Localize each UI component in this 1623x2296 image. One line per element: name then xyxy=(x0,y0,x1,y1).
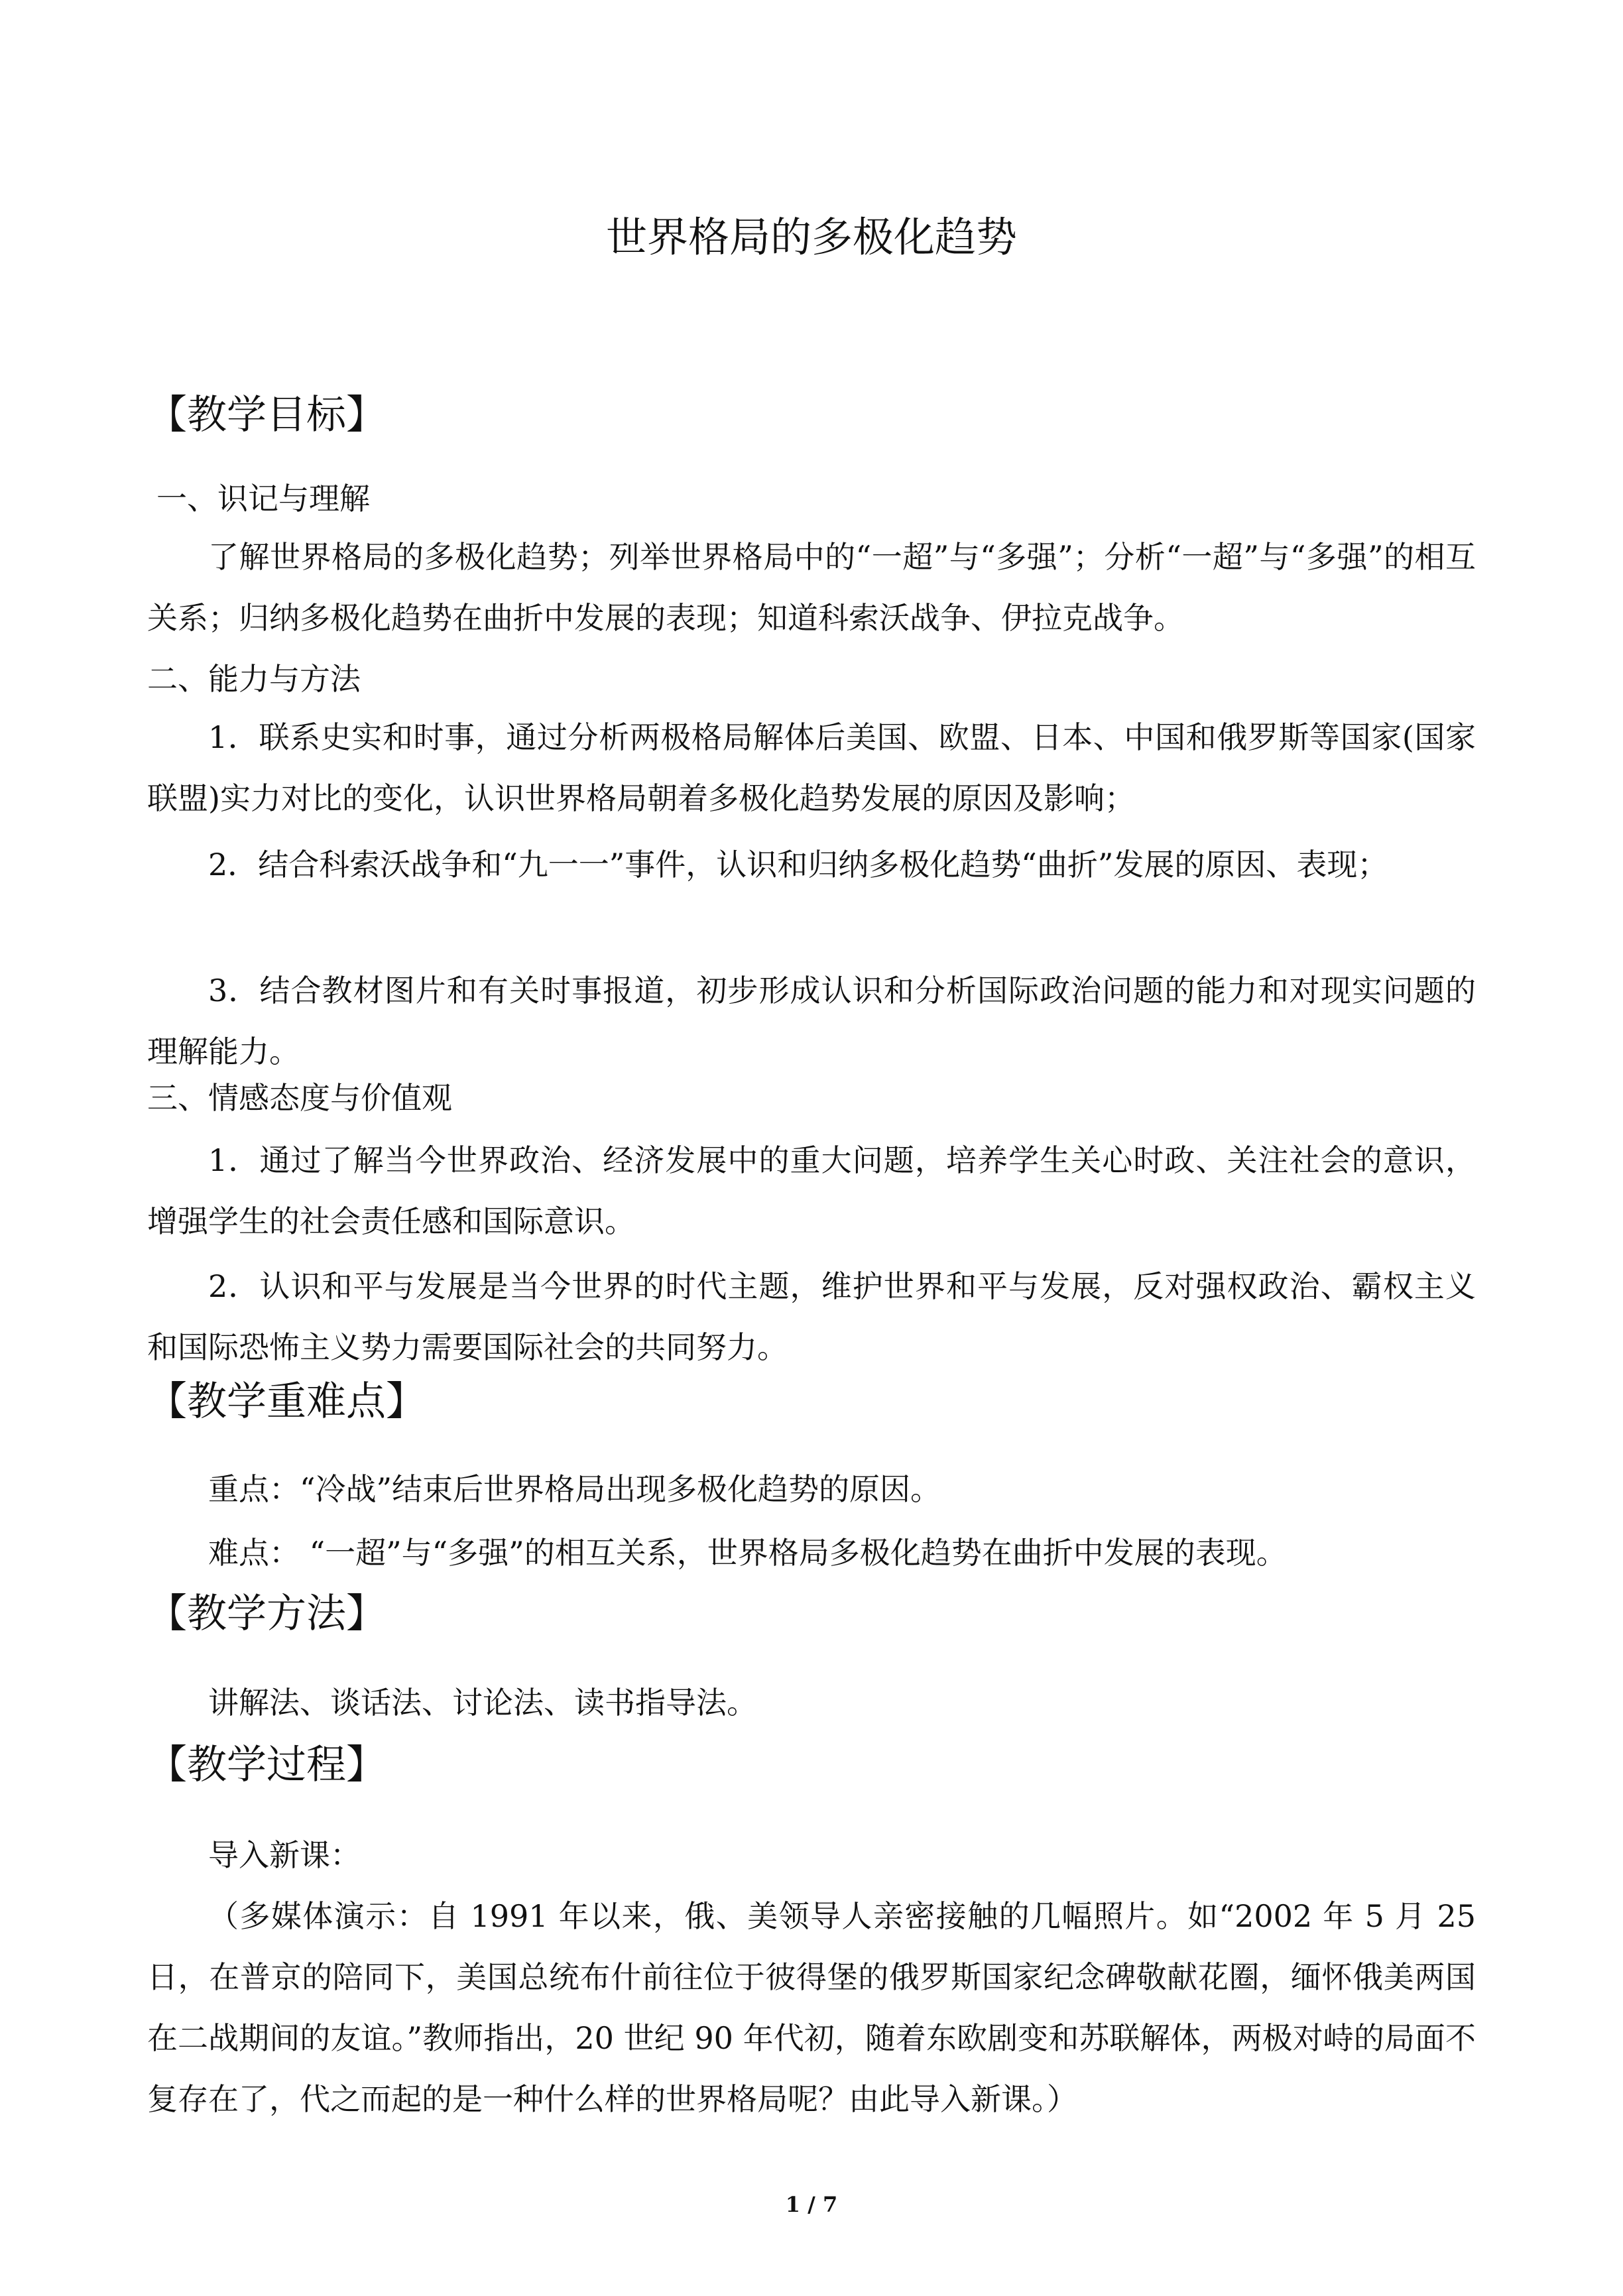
subheading-ability: 二、能力与方法 xyxy=(147,661,361,697)
paragraph-key-point: 重点：“冷战”结束后世界格局出现多极化趋势的原因。 xyxy=(208,1471,941,1507)
section-heading-methods: 【教学方法】 xyxy=(147,1591,386,1637)
paragraph-difficult-point: 难点： “一超”与“多强”的相互关系，世界格局多极化趋势在曲折中发展的表现。 xyxy=(208,1535,1287,1571)
paragraph-values-2: 2．认识和平与发展是当今世界的时代主题，维护世界和平与发展，反对强权政治、霸权主义和国际恐怖主义势力需要国际社会的共同努力。 xyxy=(147,1268,1476,1365)
subheading-knowledge: 一、识记与理解 xyxy=(156,481,370,516)
paragraph-knowledge: 了解世界格局的多极化趋势；列举世界格局中的“一超”与“多强”；分析“一超”与“多强”的相互关系；归纳多极化趋势在曲折中发展的表现；知道科索沃战争、伊拉克战争。 xyxy=(147,539,1476,636)
subheading-values: 三、情感态度与价值观 xyxy=(147,1080,452,1116)
document-title: 世界格局的多极化趋势 xyxy=(605,213,1017,261)
paragraph-values-1: 1．通过了解当今世界政治、经济发展中的重大问题，培养学生关心时政、关注社会的意识，增强学生的社会责任感和国际意识。 xyxy=(147,1142,1476,1239)
paragraph-intro-label: 导入新课： xyxy=(208,1837,361,1873)
page-number: 1 / 7 xyxy=(785,2192,838,2217)
paragraph-ability-3: 3．结合教材图片和有关时事报道，初步形成认识和分析国际政治问题的能力和对现实问题的理解能力。 xyxy=(147,973,1476,1069)
paragraph-ability-1: 1．联系史实和时事，通过分析两极格局解体后美国、欧盟、日本、中国和俄罗斯等国家(国家联盟)实力对比的变化，认识世界格局朝着多极化趋势发展的原因及影响； xyxy=(147,719,1476,816)
paragraph-ability-2: 2．结合科索沃战争和“九一一”事件，认识和归纳多极化趋势“曲折”发展的原因、表现； xyxy=(208,847,1388,882)
section-heading-key-points: 【教学重难点】 xyxy=(147,1378,426,1425)
section-heading-process: 【教学过程】 xyxy=(147,1742,386,1788)
paragraph-intro-content: （多媒体演示：自 1991 年以来，俄、美领导人亲密接触的几幅照片。如“2002 年 5 月 25 日，在普京的陪同下，美国总统布什前往位于彼得堡的俄罗斯国家纪念碑敬献花圈，缅怀俄美两国在二战期间的友谊。”教师指出，20 世纪 90 年代初，随着东欧剧变和苏联解体，两极对峙的局面不复存在了，代之而起的是一种什么样的世界格局呢？由此导入新课。） xyxy=(147,1898,1476,2117)
section-heading-objectives: 【教学目标】 xyxy=(147,392,386,438)
paragraph-methods: 讲解法、谈话法、讨论法、读书指导法。 xyxy=(208,1685,757,1721)
